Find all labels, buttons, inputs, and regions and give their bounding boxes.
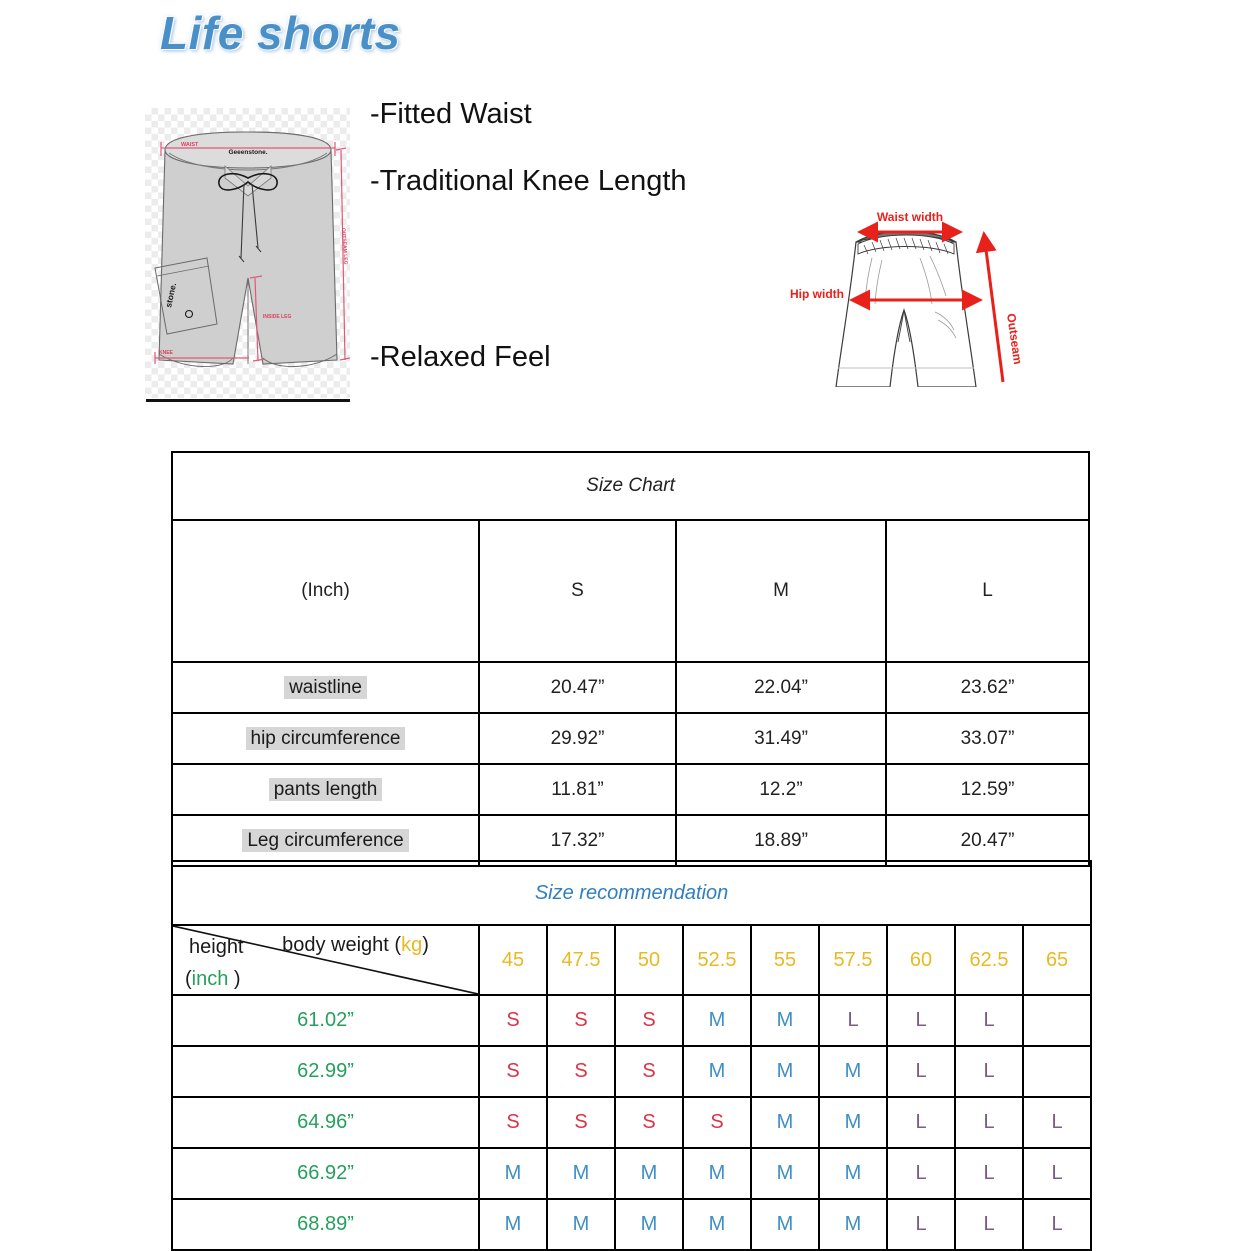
height-label: 68.89”	[172, 1199, 479, 1250]
measure-label-cell	[172, 764, 479, 815]
height-label: 62.99”	[172, 1046, 479, 1097]
reco-cell: L	[887, 995, 955, 1046]
axis-corner-cell	[172, 925, 479, 995]
unit-label: (Inch)	[172, 520, 479, 662]
measure-value-s: 29.92”	[479, 713, 676, 764]
reco-cell: M	[479, 1199, 547, 1250]
feature-fitted-waist: -Fitted Waist	[370, 98, 532, 130]
page-title: Life shorts	[160, 7, 401, 59]
measure-label-cell	[172, 662, 479, 713]
reco-cell: M	[615, 1199, 683, 1250]
height-axis-label: height	[189, 936, 244, 958]
measure-value-s: 20.47”	[479, 662, 676, 713]
reco-cell: L	[887, 1199, 955, 1250]
height-label: 66.92”	[172, 1148, 479, 1199]
weight-header-6: 60	[887, 925, 955, 995]
measure-label: Leg circumference	[242, 829, 408, 852]
table-row	[172, 815, 1089, 866]
reco-cell: M	[479, 1148, 547, 1199]
reco-cell: L	[955, 1097, 1023, 1148]
table-row	[172, 713, 1089, 764]
height-axis-unit	[185, 968, 241, 991]
reco-cell: L	[887, 1046, 955, 1097]
height-unit-text: inch	[191, 968, 229, 990]
measure-label-cell	[172, 713, 479, 764]
table-row	[172, 764, 1089, 815]
measure-value-l: 20.47”	[886, 815, 1089, 866]
reco-cell: S	[547, 1046, 615, 1097]
inside-leg-annotation-label: INSIDE LEG	[263, 314, 292, 320]
reco-cell: S	[547, 1097, 615, 1148]
weight-axis-unit: kg	[401, 934, 423, 956]
reco-cell: L	[955, 1199, 1023, 1250]
reco-cell: L	[955, 1046, 1023, 1097]
reco-cell: M	[683, 1199, 751, 1250]
reco-cell: S	[479, 995, 547, 1046]
table-row	[172, 1046, 1091, 1097]
measure-value-s: 17.32”	[479, 815, 676, 866]
measurement-guide-svg	[780, 192, 1060, 387]
reco-cell	[1023, 995, 1091, 1046]
reco-cell: S	[615, 1046, 683, 1097]
size-chart-table	[171, 451, 1090, 867]
weight-header-4: 55	[751, 925, 819, 995]
measure-value-m: 18.89”	[676, 815, 886, 866]
measure-value-m: 12.2”	[676, 764, 886, 815]
reco-cell: L	[887, 1148, 955, 1199]
feature-relaxed-feel: -Relaxed Feel	[370, 341, 551, 373]
measure-label: pants length	[269, 778, 383, 801]
measure-label: waistline	[284, 676, 367, 699]
measure-value-l: 23.62”	[886, 662, 1089, 713]
size-reco-title-row	[172, 861, 1091, 925]
reco-cell: M	[547, 1148, 615, 1199]
table-row	[172, 1097, 1091, 1148]
table-row	[172, 1199, 1091, 1250]
reco-cell: L	[955, 1148, 1023, 1199]
weight-header-3: 52.5	[683, 925, 751, 995]
waist-annotation-label: WAIST	[181, 142, 199, 148]
reco-cell	[1023, 1046, 1091, 1097]
size-chart-title: Size Chart	[172, 452, 1089, 520]
measure-label: hip circumference	[246, 727, 406, 750]
measure-value-m: 22.04”	[676, 662, 886, 713]
height-unit-close: )	[228, 968, 241, 990]
size-recommendation-table	[171, 860, 1092, 1251]
weight-header-0: 45	[479, 925, 547, 995]
reco-cell: M	[751, 1199, 819, 1250]
reco-cell: M	[819, 1148, 887, 1199]
measure-value-l: 33.07”	[886, 713, 1089, 764]
size-header-l: L	[886, 520, 1089, 662]
measure-label-cell	[172, 815, 479, 866]
size-recommendation-title: Size recommendation	[172, 861, 1091, 925]
reco-cell: S	[615, 1097, 683, 1148]
size-reco-header-row	[172, 925, 1091, 995]
reco-cell: S	[479, 1097, 547, 1148]
reco-cell: M	[751, 1097, 819, 1148]
reco-cell: M	[819, 1046, 887, 1097]
measure-value-s: 11.81”	[479, 764, 676, 815]
outseam-label: Outseam	[1004, 312, 1026, 366]
shorts-technical-drawing	[145, 108, 350, 398]
size-chart-header-row	[172, 520, 1089, 662]
table-row	[172, 1148, 1091, 1199]
reco-cell: S	[683, 1097, 751, 1148]
reco-cell: L	[1023, 1148, 1091, 1199]
brand-text-label: Geeenstone.	[228, 149, 268, 156]
reco-cell: L	[819, 995, 887, 1046]
feature-traditional-knee-length: -Traditional Knee Length	[370, 165, 687, 197]
weight-header-8: 65	[1023, 925, 1091, 995]
reco-cell: L	[887, 1097, 955, 1148]
weight-header-5: 57.5	[819, 925, 887, 995]
weight-axis-label-close: )	[422, 934, 429, 956]
reco-cell: M	[751, 1148, 819, 1199]
reco-cell: M	[547, 1199, 615, 1250]
reco-cell: M	[615, 1148, 683, 1199]
knee-annotation-label: KNEE	[159, 350, 173, 356]
hero-divider-rule	[146, 399, 350, 402]
hip-width-label: Hip width	[790, 287, 844, 301]
reco-cell: M	[819, 1199, 887, 1250]
reco-cell: M	[751, 995, 819, 1046]
reco-cell: S	[479, 1046, 547, 1097]
table-row	[172, 995, 1091, 1046]
reco-cell: M	[751, 1046, 819, 1097]
reco-cell: M	[683, 995, 751, 1046]
reco-cell: M	[683, 1046, 751, 1097]
table-row	[172, 662, 1089, 713]
reco-cell: S	[615, 995, 683, 1046]
height-unit-open: (	[185, 968, 192, 990]
height-label: 61.02”	[172, 995, 479, 1046]
measure-value-l: 12.59”	[886, 764, 1089, 815]
size-header-s: S	[479, 520, 676, 662]
measure-value-m: 31.49”	[676, 713, 886, 764]
size-chart-title-row	[172, 452, 1089, 520]
weight-axis-label-text: body weight (	[282, 934, 402, 956]
reco-cell: S	[547, 995, 615, 1046]
reco-cell: L	[1023, 1199, 1091, 1250]
weight-header-2: 50	[615, 925, 683, 995]
reco-cell: L	[955, 995, 1023, 1046]
measurement-guide-diagram	[780, 192, 1060, 387]
height-label: 64.96”	[172, 1097, 479, 1148]
reco-cell: M	[819, 1097, 887, 1148]
waist-width-label: Waist width	[876, 210, 944, 224]
reco-cell: L	[1023, 1097, 1091, 1148]
weight-header-7: 62.5	[955, 925, 1023, 995]
size-header-m: M	[676, 520, 886, 662]
outseam-leg-annotation-label: OUTSEAM LEG	[340, 227, 349, 265]
weight-header-1: 47.5	[547, 925, 615, 995]
shorts-technical-drawing-svg	[145, 108, 350, 398]
reco-cell: M	[683, 1148, 751, 1199]
side-brand-text-label: stone.	[163, 281, 179, 309]
